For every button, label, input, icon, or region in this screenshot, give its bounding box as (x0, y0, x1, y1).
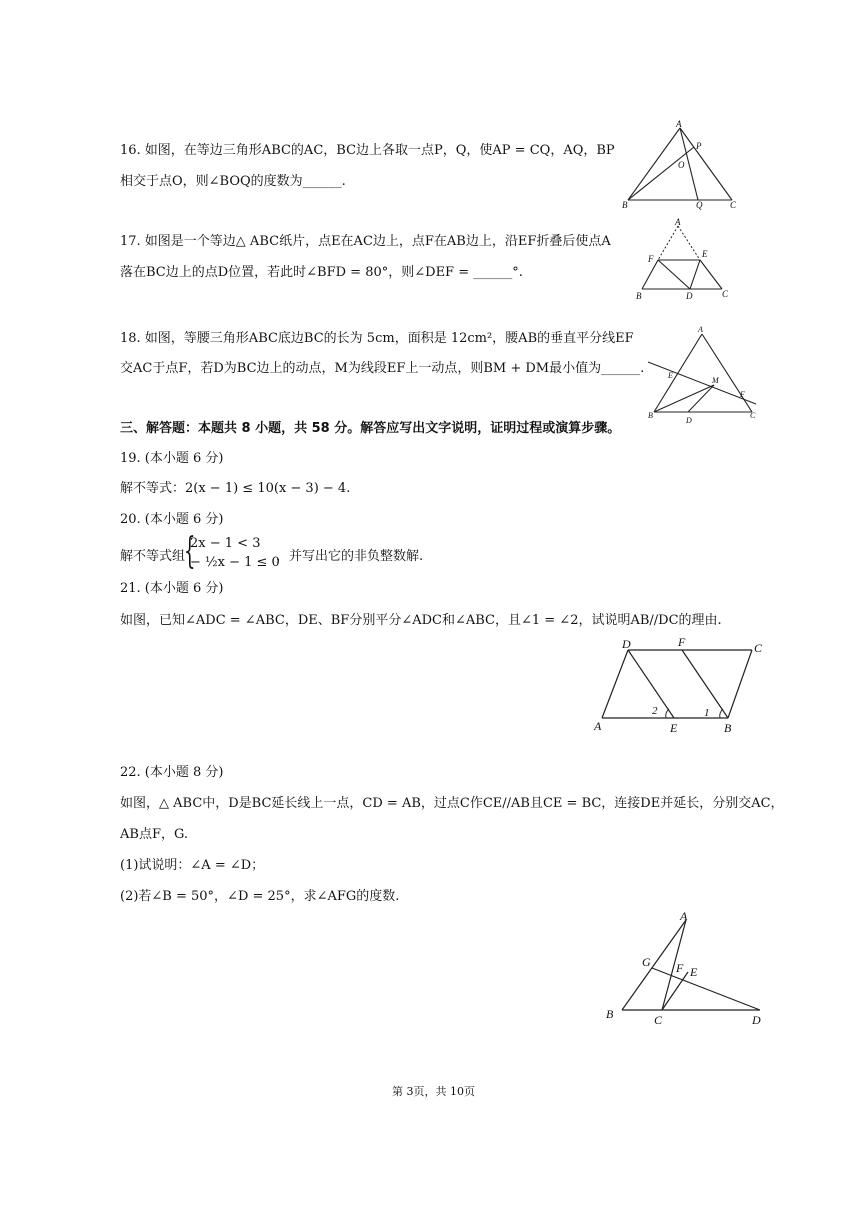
page-footer: 第 3页，共 10页 (392, 1085, 475, 1098)
q17-line1: 17. 如图是一个等边△ ABC纸片，点E在AC边上，点F在AB边上，沿EF折叠后使点A (120, 234, 611, 249)
q20-head: 20. (本小题 6 分) (120, 512, 224, 527)
q22-label-c: C (654, 1013, 663, 1027)
q18-line2: 交AC于点F，若D为BC边上的动点，M为线段EF上一动点，则BM + DM最小值为______. (120, 361, 645, 376)
q21-label-b: B (724, 721, 732, 735)
q21-figure (590, 636, 770, 740)
q18-label-b: B (648, 411, 653, 420)
q20-suffix: ，并写出它的非负整数解. (276, 549, 424, 564)
q20-eq2: − ½x − 1 ≤ 0 (190, 555, 280, 570)
q17-label-c: C (722, 289, 729, 299)
q21-label-angle1: 1 (704, 707, 710, 719)
q21-head: 21. (本小题 6 分) (120, 581, 224, 596)
q21-label-f: F (678, 636, 686, 649)
q20-prefix: 解不等式组 (120, 549, 186, 564)
q18-label-a: A (698, 325, 703, 334)
q22-label-f: F (676, 961, 684, 975)
q17-figure (630, 216, 730, 304)
q16-label-o: O (678, 160, 685, 170)
q18-label-d: D (686, 416, 692, 425)
q18-label-f: F (740, 390, 745, 399)
q17-label-f: F (648, 254, 654, 264)
q18-label-m: M (712, 376, 719, 385)
q21-label-a: A (594, 719, 602, 733)
q21-label-e: E (670, 721, 678, 735)
q17-label-e: E (702, 249, 708, 259)
q18-line1: 18. 如图，等腰三角形ABC底边BC的长为 5cm，面积是 12cm²，腰AB的垂直平分线EF (120, 331, 634, 346)
q16-label-b: B (622, 200, 628, 210)
q20-system (190, 534, 280, 572)
q22-label-b: B (606, 1007, 614, 1021)
q21-label-angle2: 2 (652, 705, 658, 717)
q18-figure (644, 322, 764, 428)
q21-label-d: D (622, 637, 631, 651)
q22-part1: (1)试说明：∠A = ∠D； (120, 858, 265, 873)
q17-label-d: D (686, 291, 693, 301)
q22-label-d: D (752, 1013, 761, 1027)
section-three-heading: 三、解答题：本题共 8 小题，共 58 分。解答应写出文字说明，证明过程或演算步骤。 (120, 421, 621, 436)
q21-text: 如图，已知∠ADC = ∠ABC，DE、BF分别平分∠ADC和∠ABC，且∠1 = ∠2，试说明AB//DC的理由. (120, 613, 722, 628)
q16-label-c: C (730, 200, 737, 210)
q22-label-a: A (680, 909, 688, 923)
q16-line1: 16. 如图，在等边三角形ABC的AC，BC边上各取一点P，Q，使AP = CQ，AQ，BP (120, 143, 615, 158)
q21-label-c: C (754, 641, 763, 655)
q16-line2: 相交于点O，则∠BOQ的度数为______. (120, 174, 346, 189)
q17-label-a: A (675, 217, 681, 227)
q17-label-b: B (636, 291, 642, 301)
q22-label-g: G (642, 955, 651, 969)
q16-label-p: P (696, 141, 702, 151)
q22-line2: AB点F，G. (120, 827, 189, 842)
q16-figure (618, 118, 748, 210)
q18-label-e: E (668, 371, 673, 380)
q20-brace-icon: { (184, 531, 196, 572)
q22-line1: 如图，△ ABC中，D是BC延长线上一点，CD = AB，过点C作CE//AB且CE = BC，连接DE并延长，分别交AC， (120, 796, 784, 811)
q19-text: 解不等式：2(x − 1) ≤ 10(x − 3) − 4. (120, 481, 351, 496)
q18-label-c: C (750, 411, 756, 420)
q22-label-e: E (690, 965, 698, 979)
q22-head: 22. (本小题 8 分) (120, 765, 224, 780)
q17-line2: 落在BC边上的点D位置，若此时∠BFD = 80°，则∠DEF = ______°. (120, 265, 523, 280)
q20-eq1: 2x − 1 < 3 (190, 536, 261, 551)
q19-head: 19. (本小题 6 分) (120, 451, 224, 466)
q22-part2: (2)若∠B = 50°，∠D = 25°，求∠AFG的度数. (120, 889, 400, 904)
q16-label-a: A (676, 119, 682, 129)
q16-label-q: Q (696, 200, 703, 210)
q22-figure (600, 906, 770, 1032)
